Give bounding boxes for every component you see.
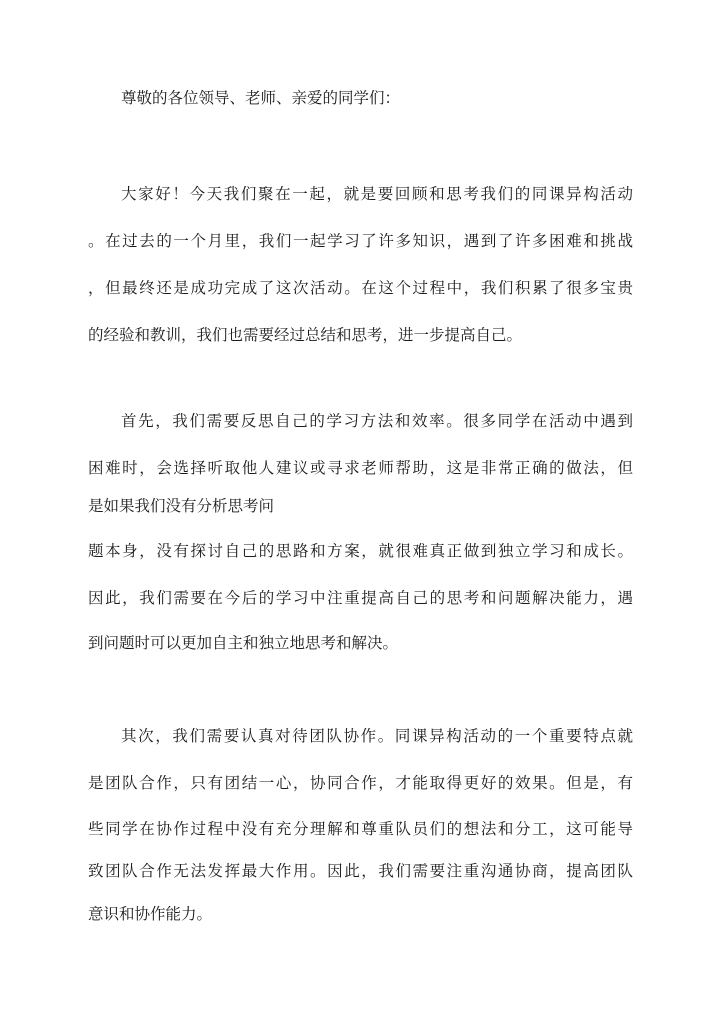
paragraph-line: 其次，我们需要认真对待团队协作。同课异构活动的一个重要特点就: [121, 727, 633, 745]
paragraph-line: ，但最终还是成功完成了这次活动。在这个过程中，我们积累了很多宝贵: [88, 279, 633, 297]
paragraph-line: 因此，我们需要在今后的学习中注重提高自己的思考和问题解决能力，遇: [88, 589, 633, 607]
paragraph-line: 意识和协作能力。: [88, 905, 213, 923]
paragraph-line: 大家好！今天我们聚在一起，就是要回顾和思考我们的同课异构活动: [121, 185, 633, 203]
paragraph-line: 是如果我们没有分析思考问: [88, 497, 275, 515]
paragraph-line: 到问题时可以更加自主和独立地思考和解决。: [88, 634, 399, 652]
paragraph-line: 些同学在协作过程中没有充分理解和尊重队员们的想法和分工，这可能导: [88, 820, 633, 838]
paragraph-line: 首先，我们需要反思自己的学习方法和效率。很多同学在活动中遇到: [121, 412, 633, 430]
paragraph-line: 。在过去的一个月里，我们一起学习了许多知识，遇到了许多困难和挑战: [88, 232, 633, 250]
paragraph-line: 致团队合作无法发挥最大作用。因此，我们需要注重沟通协商，提高团队: [88, 862, 633, 880]
salutation: 尊敬的各位领导、老师、亲爱的同学们：: [121, 89, 401, 107]
paragraph-line: 的经验和教训，我们也需要经过总结和思考，进一步提高自己。: [88, 326, 523, 344]
paragraph-line: 题本身，没有探讨自己的思路和方案，就很难真正做到独立学习和成长。: [88, 542, 633, 560]
paragraph-line: 困难时，会选择听取他人建议或寻求老师帮助，这是非常正确的做法，但: [88, 459, 633, 477]
paragraph-line: 是团队合作，只有团结一心，协同合作，才能取得更好的效果。但是，有: [88, 774, 633, 792]
